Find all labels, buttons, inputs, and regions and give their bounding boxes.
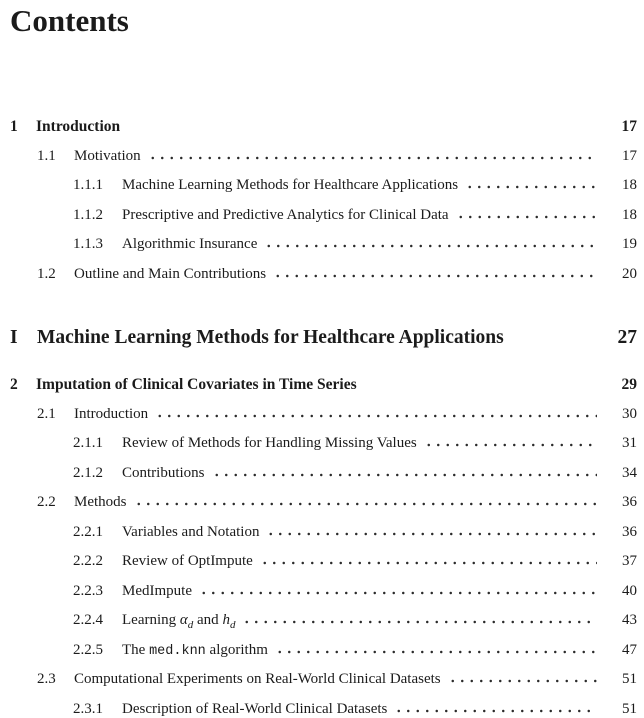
- entry-number: I: [10, 327, 18, 348]
- entry-page: 19: [622, 236, 637, 252]
- entry-page: 51: [622, 671, 637, 687]
- entry-number: 1.1.3: [73, 236, 103, 252]
- toc-entry-2-3-1[interactable]: [10, 695, 637, 718]
- dot-leader: [242, 620, 597, 624]
- entry-page: 17: [622, 147, 637, 164]
- toc-entry-1-1[interactable]: [10, 142, 637, 172]
- dot-leader: [260, 561, 597, 565]
- dot-leader: [456, 215, 597, 219]
- toc-entry-2-2-1[interactable]: [10, 518, 637, 548]
- dot-leader: [148, 156, 597, 160]
- toc-entry-1-2[interactable]: [10, 260, 637, 290]
- entry-title-text: The: [122, 641, 150, 658]
- entry-number: 2.2.2: [73, 553, 103, 569]
- dot-leader: [275, 650, 597, 654]
- entry-title: MedImpute: [122, 582, 192, 599]
- toc-entry-2-2-3[interactable]: [10, 577, 637, 607]
- toc-entry-2-2-2[interactable]: [10, 547, 637, 577]
- entry-number: 2.2.4: [73, 612, 103, 628]
- toc-entry-1-1-2[interactable]: [10, 201, 637, 231]
- dot-leader: [212, 473, 597, 477]
- entry-number: 2.2.3: [73, 582, 103, 599]
- toc-entry-2[interactable]: [10, 370, 637, 400]
- entry-page: 17: [621, 118, 637, 135]
- entry-number: 1.1.2: [73, 206, 103, 223]
- dot-leader: [448, 679, 597, 683]
- entry-title-text: Learning: [122, 612, 180, 628]
- entry-page: 31: [622, 435, 637, 451]
- entry-number: 2.2.1: [73, 523, 103, 540]
- entry-page: 18: [622, 206, 637, 223]
- math-subscript: d: [229, 619, 236, 631]
- math-h: h: [222, 612, 230, 628]
- entry-title: Prescriptive and Predictive Analytics for Clinical Data: [122, 206, 449, 223]
- entry-title: Methods: [74, 494, 127, 510]
- entry-page: 27: [617, 327, 637, 348]
- entry-page: 20: [622, 265, 637, 282]
- entry-title-text: algorithm: [205, 641, 268, 658]
- entry-number: 2.3: [37, 671, 56, 687]
- entry-page: 36: [622, 494, 637, 510]
- dot-leader: [424, 443, 597, 447]
- entry-title: Imputation of Clinical Covariates in Time Series: [36, 376, 357, 393]
- entry-title: Outline and Main Contributions: [74, 265, 267, 282]
- dot-leader: [273, 274, 597, 278]
- entry-page: 47: [622, 641, 637, 658]
- entry-title: Introduction: [36, 118, 121, 135]
- entry-number: 2.1.2: [73, 464, 103, 481]
- entry-title: Review of Methods for Handling Missing Values: [122, 435, 417, 451]
- dot-leader: [199, 591, 597, 595]
- toc-entry-2-2[interactable]: [10, 488, 637, 518]
- entry-page: 29: [621, 376, 637, 393]
- entry-title: Computational Experiments on Real-World Clinical Datasets: [74, 671, 441, 687]
- entry-page: 18: [622, 177, 637, 193]
- entry-number: 1.1.1: [73, 177, 103, 193]
- toc-entry-2-2-5[interactable]: [10, 636, 637, 666]
- entry-title: [122, 606, 235, 636]
- entry-page: 34: [622, 464, 637, 481]
- entry-title: Variables and Notation: [122, 523, 260, 540]
- math-subscript: d: [187, 619, 194, 631]
- entry-page: 30: [622, 405, 637, 422]
- entry-page: 43: [622, 612, 637, 628]
- entry-title-text: and: [193, 612, 223, 628]
- toc-entry-1-1-1[interactable]: [10, 171, 637, 201]
- toc-entry-2-1-2[interactable]: [10, 459, 637, 489]
- toc-entry-2-3[interactable]: [10, 665, 637, 695]
- entry-number: 1: [10, 118, 18, 135]
- entry-title: Review of OptImpute: [122, 553, 253, 569]
- entry-title: [122, 636, 268, 667]
- entry-number: 2.1.1: [73, 435, 103, 451]
- entry-number: 2.1: [37, 405, 56, 422]
- toc-entry-1[interactable]: [10, 112, 637, 142]
- dot-leader: [264, 244, 597, 248]
- entry-number: 2: [10, 376, 18, 393]
- toc-entry-2-2-4[interactable]: [10, 606, 637, 636]
- math-alpha: α: [179, 612, 188, 628]
- toc-entry-part-i[interactable]: [10, 320, 637, 356]
- dot-leader: [394, 709, 597, 713]
- code-med-knn: med.knn: [149, 643, 206, 659]
- entry-page: 40: [622, 582, 637, 599]
- dot-leader: [266, 532, 597, 536]
- toc-entry-1-1-3[interactable]: [10, 230, 637, 260]
- toc-entry-2-1-1[interactable]: [10, 429, 637, 459]
- contents-title: Contents: [10, 3, 129, 38]
- entry-title: Description of Real-World Clinical Datasets: [122, 700, 388, 717]
- dot-leader: [134, 502, 598, 506]
- entry-page: 36: [622, 523, 637, 540]
- entry-title: Algorithmic Insurance: [122, 236, 258, 252]
- entry-page: 51: [622, 700, 637, 717]
- entry-title: Machine Learning Methods for Healthcare Applications: [37, 327, 504, 348]
- entry-number: 1.1: [37, 147, 56, 164]
- dot-leader: [465, 185, 597, 189]
- entry-title: Introduction: [74, 405, 149, 422]
- entry-number: 2.3.1: [73, 700, 103, 717]
- dot-leader: [155, 414, 597, 418]
- entry-title: Machine Learning Methods for Healthcare Applications: [122, 177, 459, 193]
- entry-number: 2.2.5: [73, 641, 103, 658]
- toc-entry-2-1[interactable]: [10, 400, 637, 430]
- entry-number: 2.2: [37, 494, 56, 510]
- entry-title: Contributions: [122, 464, 205, 481]
- entry-page: 37: [622, 553, 637, 569]
- entry-number: 1.2: [37, 265, 56, 282]
- entry-title: Motivation: [74, 147, 141, 164]
